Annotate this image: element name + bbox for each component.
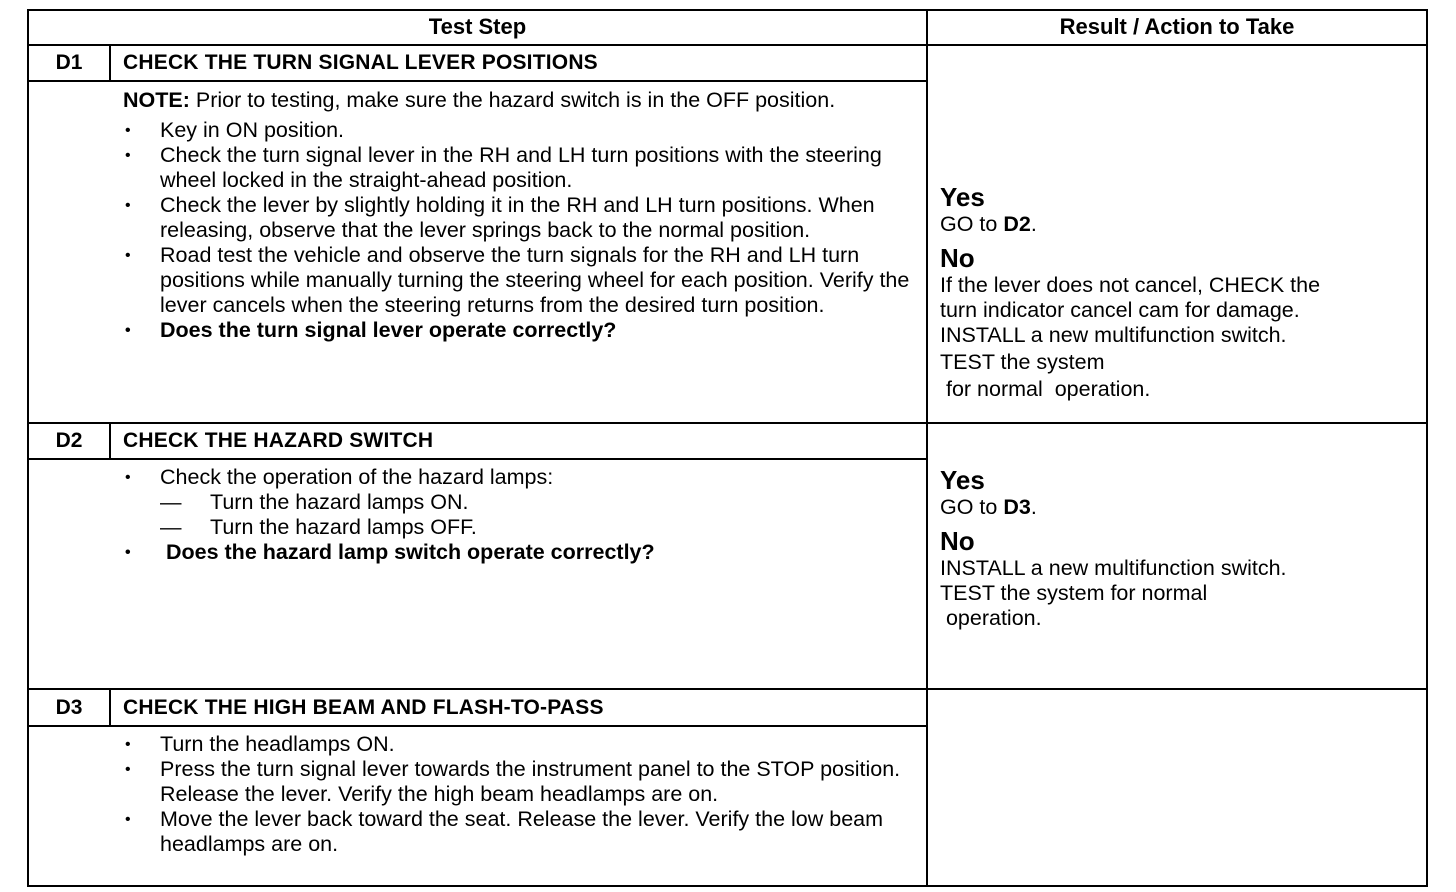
step-title-d1: CHECK THE TURN SIGNAL LEVER POSITIONS xyxy=(123,51,598,74)
id-divider-d2 xyxy=(109,422,111,459)
no-action-line: TEST the system for normal xyxy=(940,581,1208,605)
step-body-d3 xyxy=(123,732,913,857)
step-body-d2 xyxy=(123,465,913,565)
step-id-d1: D1 xyxy=(55,51,83,74)
list-item: • Move the lever back toward the seat. Release the lever. Verify the low beam headlamps are on. xyxy=(123,807,913,857)
dash: — xyxy=(160,490,182,514)
step-id-d2: D2 xyxy=(55,429,83,452)
step-body-d1 xyxy=(123,88,913,343)
no-action-line: TEST the system xyxy=(940,350,1105,374)
no-action-line: turn indicator cancel cam for damage. xyxy=(940,298,1300,322)
yes-action-target: D2 xyxy=(1003,212,1031,236)
list-item: • Press the turn signal lever towards the instrument panel to the STOP position. Release the lever. Verify the high beam headlamps are on. xyxy=(123,757,913,807)
yes-action-prefix: GO to xyxy=(940,495,1004,519)
list-item: • Key in ON position. xyxy=(123,118,913,143)
sub-list-item xyxy=(160,490,913,515)
bullet-list-d3 xyxy=(123,732,913,857)
column-divider xyxy=(926,9,928,887)
no-action-line: If the lever does not cancel, CHECK the xyxy=(940,273,1321,297)
question-d1: • Does the turn signal lever operate correctly? xyxy=(123,318,913,343)
sub-list-item xyxy=(160,515,913,540)
bullet-list-d1 xyxy=(123,118,913,343)
sub-list xyxy=(160,490,913,540)
yes-action-suffix: . xyxy=(1030,495,1037,519)
sub-list-item-text: Turn the hazard lamps OFF. xyxy=(210,515,477,539)
bullet-list-d2 xyxy=(123,465,913,565)
question-d2: • Does the hazard lamp switch operate correctly? xyxy=(123,540,913,565)
id-divider-d1 xyxy=(109,44,111,81)
note-text: Prior to testing, make sure the hazard switch is in the OFF position. xyxy=(189,88,836,112)
dash: — xyxy=(160,515,182,539)
result-d2 xyxy=(940,459,1420,631)
step-id-d3: D3 xyxy=(55,696,83,719)
yes-action-prefix: GO to xyxy=(940,212,1004,236)
yes-action-suffix: . xyxy=(1030,212,1037,236)
no-label: No xyxy=(940,526,975,556)
no-action-line: operation. xyxy=(940,606,1042,630)
list-item-text: Check the operation of the hazard lamps: xyxy=(160,465,554,489)
note xyxy=(123,88,913,113)
header-test-step: Test Step xyxy=(428,14,527,39)
list-item: • Check the turn signal lever in the RH and LH turn positions with the steering wheel locked in the straight-ahead position. xyxy=(123,143,913,193)
step-title-d2: CHECK THE HAZARD SWITCH xyxy=(123,429,434,452)
yes-action xyxy=(940,212,1420,237)
no-action-line: INSTALL a new multifunction switch. xyxy=(940,556,1287,580)
yes-label: Yes xyxy=(940,182,985,212)
sub-list-item-text: Turn the hazard lamps ON. xyxy=(210,490,469,514)
no-label: No xyxy=(940,243,975,273)
list-item: • Check the lever by slightly holding it in the RH and LH turn positions. When releasing, observe that the lever springs back to the normal position. xyxy=(123,193,913,243)
yes-action xyxy=(940,495,1420,520)
list-item: • Road test the vehicle and observe the turn signals for the RH and LH turn positions while manually turning the steering wheel for each position. Verify the lever cancels when the steering returns from the desired turn position. xyxy=(123,243,913,318)
id-divider-d3 xyxy=(109,688,111,726)
yes-label: Yes xyxy=(940,465,985,495)
no-action-line: for normal operation. xyxy=(940,377,1151,401)
result-d1 xyxy=(940,176,1420,402)
no-action-line: INSTALL a new multifunction switch. xyxy=(940,323,1287,347)
yes-action-target: D3 xyxy=(1003,495,1031,519)
header-result-action: Result / Action to Take xyxy=(1059,14,1295,39)
list-item: • Turn the headlamps ON. xyxy=(123,732,913,757)
list-item xyxy=(123,465,913,540)
step-title-d3: CHECK THE HIGH BEAM AND FLASH-TO-PASS xyxy=(123,696,604,719)
note-label: NOTE: xyxy=(123,88,190,112)
